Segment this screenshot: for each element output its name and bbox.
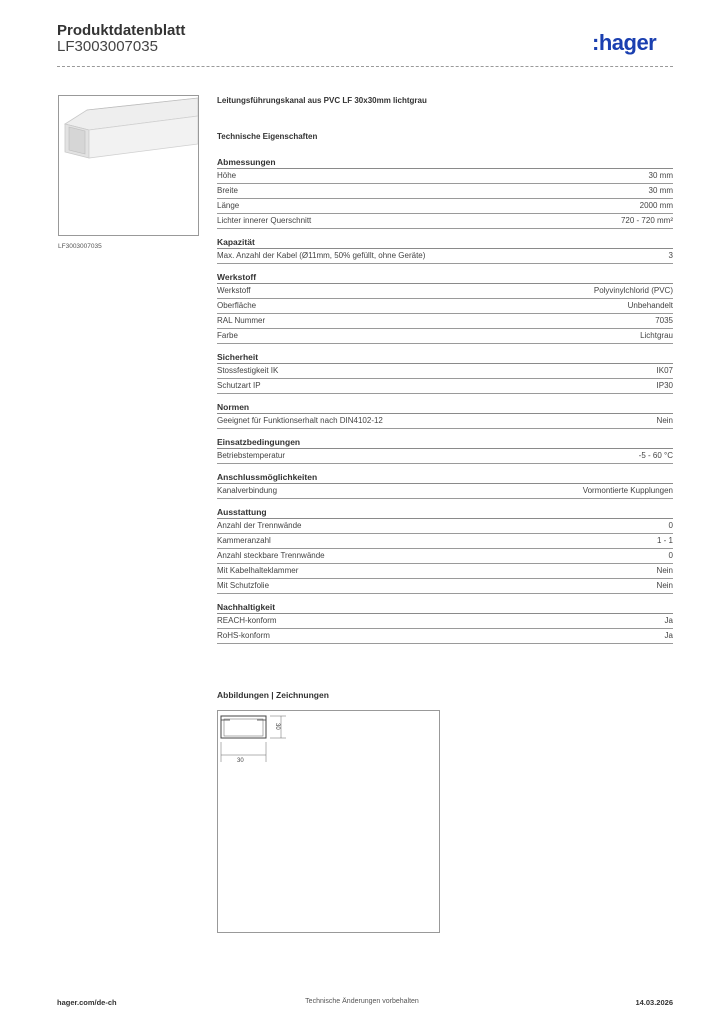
hager-logo: :hager bbox=[592, 30, 657, 55]
property-label: Max. Anzahl der Kabel (Ø11mm, 50% gefüllt, ohne Geräte) bbox=[217, 251, 426, 260]
property-row bbox=[217, 614, 673, 629]
section-title: Werkstoff bbox=[217, 272, 673, 284]
section-einsatzbedingungen bbox=[217, 437, 673, 464]
property-label: REACH-konform bbox=[217, 616, 277, 625]
property-label: Breite bbox=[217, 186, 238, 195]
section-nachhaltigkeit bbox=[217, 602, 673, 644]
property-value: Vormontierte Kupplungen bbox=[582, 486, 673, 495]
article-number: LF3003007035 bbox=[57, 38, 158, 55]
property-value: 0 bbox=[668, 521, 673, 530]
property-label: Oberfläche bbox=[217, 301, 257, 310]
property-sections bbox=[217, 157, 673, 644]
property-value: Nein bbox=[656, 581, 673, 590]
section-normen bbox=[217, 402, 673, 429]
property-value: IP30 bbox=[656, 381, 673, 390]
property-label: Stossfestigkeit IK bbox=[217, 366, 279, 375]
section-title: Nachhaltigkeit bbox=[217, 602, 673, 614]
section-title: Normen bbox=[217, 402, 673, 414]
section-ausstattung bbox=[217, 507, 673, 594]
property-label: Geeignet für Funktionserhalt nach DIN4102-12 bbox=[217, 416, 383, 425]
property-row bbox=[217, 519, 673, 534]
property-value: 30 mm bbox=[648, 171, 673, 180]
footer-date: 14.03.2026 bbox=[635, 998, 673, 1007]
section-title: Ausstattung bbox=[217, 507, 673, 519]
section-title: Sicherheit bbox=[217, 352, 673, 364]
property-label: Farbe bbox=[217, 331, 238, 340]
section-kapazit-t bbox=[217, 237, 673, 264]
property-value: Nein bbox=[656, 566, 673, 575]
property-value: 3 bbox=[668, 251, 673, 260]
property-label: Werkstoff bbox=[217, 286, 251, 295]
property-value: 7035 bbox=[655, 316, 673, 325]
property-row bbox=[217, 534, 673, 549]
property-row bbox=[217, 169, 673, 184]
section-title: Anschlussmöglichkeiten bbox=[217, 472, 673, 484]
property-label: Mit Schutzfolie bbox=[217, 581, 270, 590]
property-label: Schutzart IP bbox=[217, 381, 261, 390]
figures-title: Abbildungen | Zeichnungen bbox=[217, 690, 329, 700]
property-value: IK07 bbox=[656, 366, 673, 375]
property-row bbox=[217, 549, 673, 564]
property-row bbox=[217, 184, 673, 199]
property-value: Ja bbox=[664, 631, 673, 640]
property-label: Länge bbox=[217, 201, 240, 210]
section-title: Einsatzbedingungen bbox=[217, 437, 673, 449]
property-value: 30 mm bbox=[648, 186, 673, 195]
property-label: Höhe bbox=[217, 171, 237, 180]
product-image-caption: LF3003007035 bbox=[58, 243, 102, 250]
property-row bbox=[217, 564, 673, 579]
property-value: -5 - 60 °C bbox=[638, 451, 673, 460]
property-row bbox=[217, 579, 673, 594]
width-dimension: 30 bbox=[237, 758, 244, 764]
section-abmessungen bbox=[217, 157, 673, 229]
section-title: Kapazität bbox=[217, 237, 673, 249]
property-row bbox=[217, 364, 673, 379]
technical-properties-title: Technische Eigenschaften bbox=[217, 132, 318, 141]
property-row bbox=[217, 329, 673, 344]
property-label: Mit Kabelhalteklammer bbox=[217, 566, 299, 575]
property-row bbox=[217, 449, 673, 464]
property-row bbox=[217, 199, 673, 214]
duct-cross-section-drawing bbox=[218, 711, 439, 932]
property-row bbox=[217, 214, 673, 229]
property-label: RAL Nummer bbox=[217, 316, 266, 325]
section-sicherheit bbox=[217, 352, 673, 394]
property-label: RoHS-konform bbox=[217, 631, 270, 640]
property-row bbox=[217, 284, 673, 299]
property-value: Nein bbox=[656, 416, 673, 425]
property-label: Betriebstemperatur bbox=[217, 451, 286, 460]
property-value: Polyvinylchlorid (PVC) bbox=[593, 286, 673, 295]
property-label: Anzahl steckbare Trennwände bbox=[217, 551, 325, 560]
property-row bbox=[217, 414, 673, 429]
property-label: Kammeranzahl bbox=[217, 536, 271, 545]
height-dimension: 30 bbox=[274, 723, 280, 730]
section-title: Abmessungen bbox=[217, 157, 673, 169]
logo-text: hager bbox=[598, 30, 657, 55]
footer-notice: Technische Änderungen vorbehalten bbox=[305, 998, 419, 1005]
property-label: Kanalverbindung bbox=[217, 486, 278, 495]
cable-duct-illustration bbox=[59, 96, 198, 235]
property-value: 720 - 720 mm² bbox=[620, 216, 673, 225]
footer-website-link[interactable]: hager.com/de-ch bbox=[57, 998, 117, 1007]
technical-drawing bbox=[217, 710, 440, 933]
properties-panel bbox=[217, 96, 673, 652]
property-label: Anzahl der Trennwände bbox=[217, 521, 302, 530]
product-image bbox=[58, 95, 199, 236]
property-value: 0 bbox=[668, 551, 673, 560]
property-row bbox=[217, 379, 673, 394]
product-description: Leitungsführungskanal aus PVC LF 30x30mm lichtgrau bbox=[217, 96, 427, 105]
property-label: Lichter innerer Querschnitt bbox=[217, 216, 312, 225]
property-row bbox=[217, 629, 673, 644]
property-row bbox=[217, 484, 673, 499]
property-value: 1 - 1 bbox=[656, 536, 673, 545]
section-werkstoff bbox=[217, 272, 673, 344]
property-value: Lichtgrau bbox=[640, 331, 673, 340]
section-anschlussm-glichkeiten bbox=[217, 472, 673, 499]
property-value: 2000 mm bbox=[639, 201, 673, 210]
property-value: Unbehandelt bbox=[627, 301, 673, 310]
page-title: Produktdatenblatt bbox=[57, 22, 186, 39]
property-row bbox=[217, 314, 673, 329]
property-value: Ja bbox=[664, 616, 673, 625]
property-row bbox=[217, 249, 673, 264]
property-row bbox=[217, 299, 673, 314]
header-divider bbox=[57, 66, 673, 67]
